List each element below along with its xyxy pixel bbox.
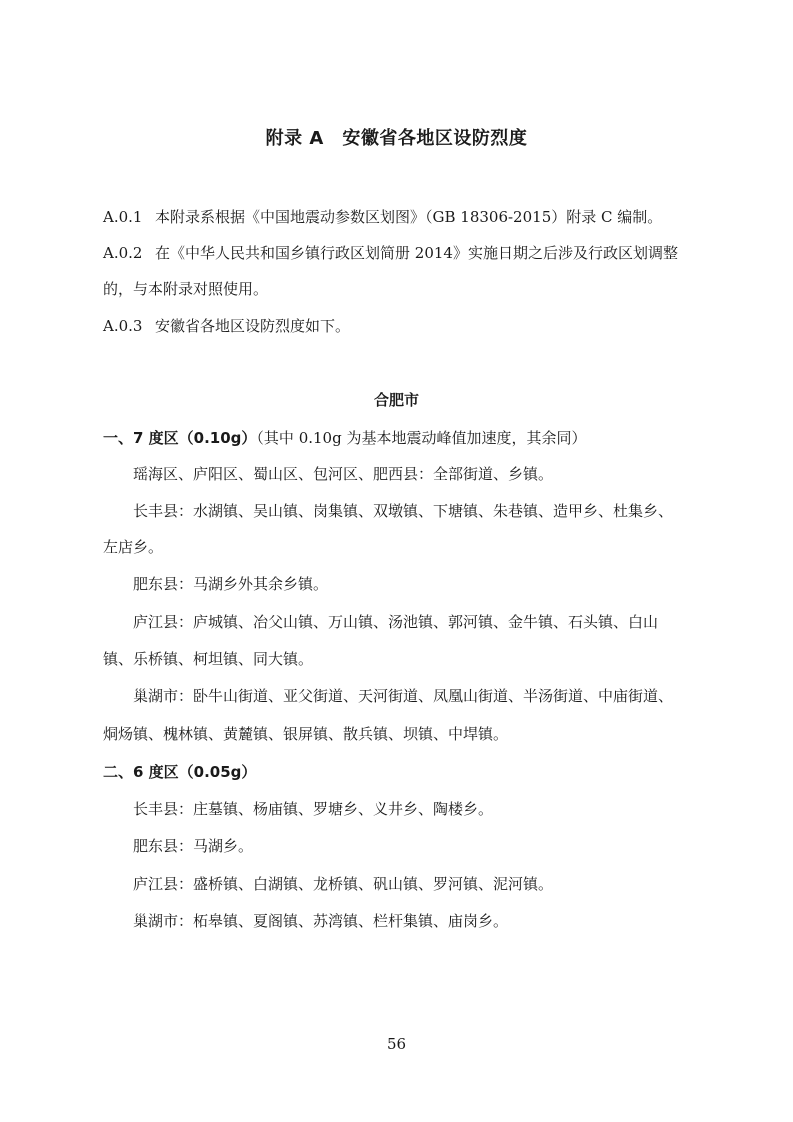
- clause-a02-continuation: 的，与本附录对照使用。: [103, 280, 269, 298]
- clause-text: 安徽省各地区设防烈度如下。: [155, 317, 351, 335]
- zone-heading-label: 一、7 度区（0.10g）: [103, 429, 257, 447]
- clause-number: A.0.1: [103, 208, 143, 226]
- clause-a03: [103, 316, 350, 336]
- list-item: 瑶海区、庐阳区、蜀山区、包河区、肥西县：全部街道、乡镇。: [133, 465, 554, 483]
- zone-heading-6: [103, 762, 256, 782]
- list-item-continuation: 镇、乐桥镇、柯坦镇、同大镇。: [103, 650, 314, 668]
- appendix-title: 附录 A 安徽省各地区设防烈度: [265, 128, 528, 149]
- city-heading: 合肥市: [373, 391, 419, 409]
- list-item: 肥东县：马湖乡。: [133, 837, 254, 855]
- zone-heading-note: （其中 0.10g 为基本地震动峰值加速度，其余同）: [256, 429, 587, 447]
- clause-text: 本附录系根据《中国地震动参数区划图》（GB 18306-2015）附录 C 编制。: [155, 208, 663, 226]
- list-item: 肥东县：马湖乡外其余乡镇。: [133, 575, 329, 593]
- clause-text: 在《中华人民共和国乡镇行政区划简册 2014》实施日期之后涉及行政区划调整: [155, 244, 678, 262]
- list-item: 庐江县：盛桥镇、白湖镇、龙桥镇、矾山镇、罗河镇、泥河镇。: [133, 875, 554, 893]
- list-item-continuation: 烔炀镇、槐林镇、黄麓镇、银屏镇、散兵镇、坝镇、中垾镇。: [103, 725, 509, 743]
- list-item: 巢湖市：卧牛山街道、亚父街道、天河街道、凤凰山街道、半汤街道、中庙街道、: [133, 687, 674, 705]
- clause-a02: [103, 243, 678, 263]
- list-item-continuation: 左店乡。: [103, 538, 164, 556]
- clause-number: A.0.3: [103, 317, 143, 335]
- clause-a01: [103, 207, 662, 227]
- list-item: 长丰县：庄墓镇、杨庙镇、罗塘乡、义井乡、陶楼乡。: [133, 800, 494, 818]
- page-number: 56: [386, 1035, 407, 1053]
- list-item: 巢湖市：柘皋镇、夏阁镇、苏湾镇、栏杆集镇、庙岗乡。: [133, 912, 509, 930]
- list-item: 庐江县：庐城镇、冶父山镇、万山镇、汤池镇、郭河镇、金牛镇、石头镇、白山: [133, 613, 659, 631]
- list-item: 长丰县：水湖镇、吴山镇、岗集镇、双墩镇、下塘镇、朱巷镇、造甲乡、杜集乡、: [133, 502, 674, 520]
- zone-heading-label: 二、6 度区（0.05g）: [103, 763, 257, 781]
- zone-heading-7: [103, 428, 586, 448]
- clause-number: A.0.2: [103, 244, 143, 262]
